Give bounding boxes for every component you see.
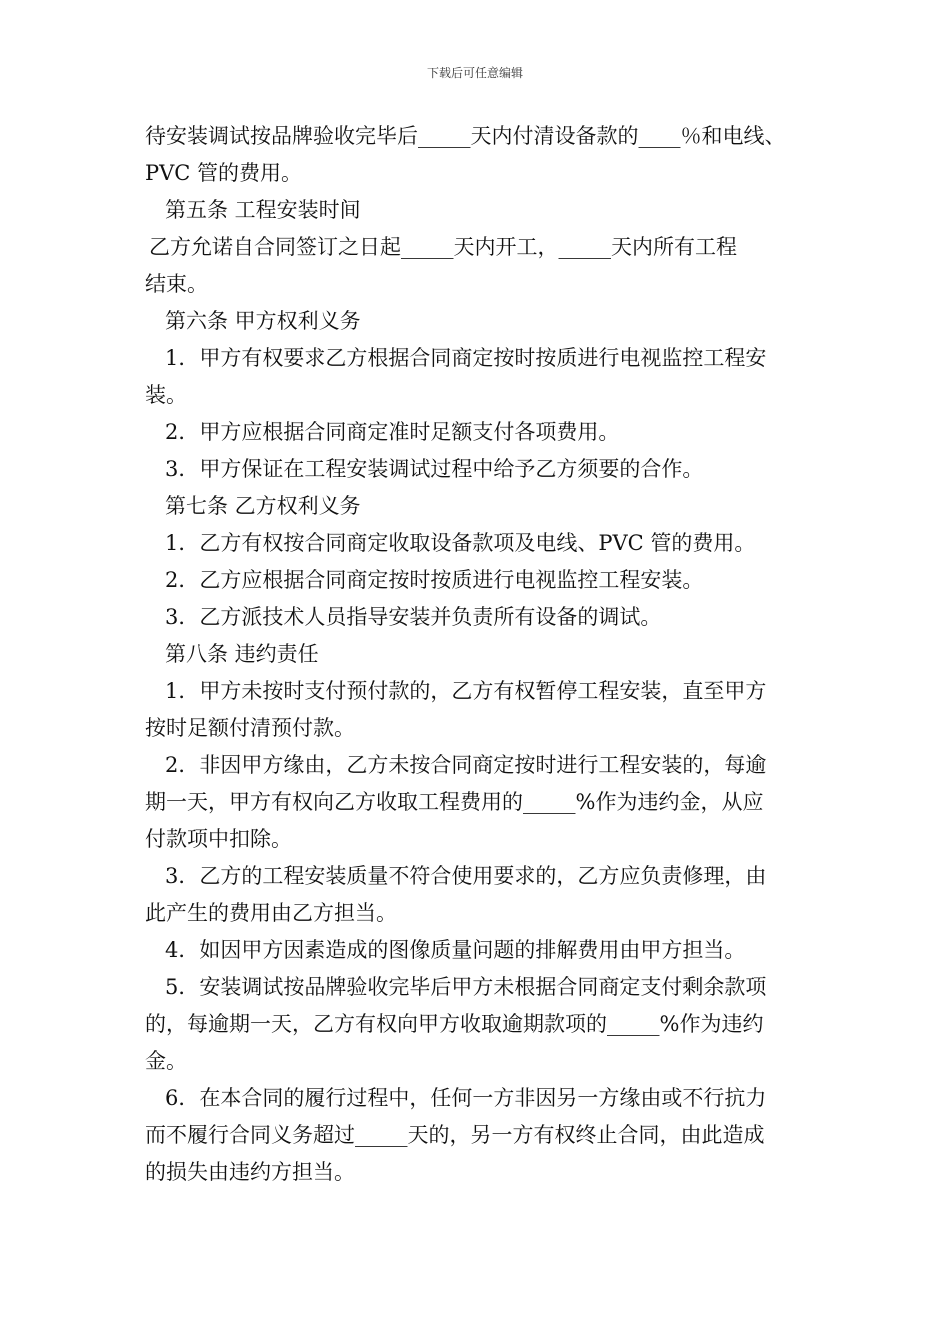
- text-line: 的，每逾期一天，乙方有权向甲方收取逾期款项的_____%作为违约: [145, 1012, 764, 1036]
- section-heading: 第六条 甲方权利义务: [165, 309, 361, 333]
- text-line: 的损失由违约方担当。: [145, 1160, 355, 1184]
- list-item: 2．甲方应根据合同商定准时足额支付各项费用。: [165, 420, 620, 444]
- text-line: 而不履行合同义务超过_____天的，另一方有权终止合同，由此造成: [145, 1123, 765, 1147]
- list-item: 1．甲方未按时支付预付款的，乙方有权暂停工程安装，直至甲方: [165, 679, 767, 703]
- list-item: 6．在本合同的履行过程中，任何一方非因另一方缘由或不行抗力: [165, 1086, 767, 1110]
- text-line: 装。: [145, 383, 187, 407]
- text-line: 乙方允诺自合同签订之日起_____天内开工，_____天内所有工程: [149, 235, 737, 259]
- text-line: 待安装调试按品牌验收完毕后_____天内付清设备款的____％和电线、: [145, 124, 786, 148]
- text-line: 结束。: [145, 272, 208, 296]
- text-line: 付款项中扣除。: [145, 827, 292, 851]
- list-item: 2．非因甲方缘由，乙方未按合同商定按时进行工程安装的，每逾: [165, 753, 767, 777]
- section-heading: 第七条 乙方权利义务: [165, 494, 361, 518]
- list-item: 5．安装调试按品牌验收完毕后甲方未根据合同商定支付剩余款项: [165, 975, 767, 999]
- text-line: PVC 管的费用。: [145, 161, 303, 185]
- list-item: 2．乙方应根据合同商定按时按质进行电视监控工程安装。: [165, 568, 704, 592]
- text-line: 此产生的费用由乙方担当。: [145, 901, 397, 925]
- list-item: 4．如因甲方因素造成的图像质量问题的排解费用由甲方担当。: [165, 938, 746, 962]
- document-body: [145, 118, 815, 1191]
- text-line: 金。: [145, 1049, 187, 1073]
- text-line: 期一天，甲方有权向乙方收取工程费用的_____%作为违约金，从应: [145, 790, 764, 814]
- list-item: 3．乙方的工程安装质量不符合使用要求的，乙方应负责修理，由: [165, 864, 767, 888]
- section-heading: 第五条 工程安装时间: [165, 198, 361, 222]
- list-item: 3．乙方派技术人员指导安装并负责所有设备的调试。: [165, 605, 662, 629]
- list-item: 1．乙方有权按合同商定收取设备款项及电线、PVC 管的费用。: [165, 531, 756, 555]
- page-header: 下载后可任意编辑: [426, 66, 523, 80]
- section-heading: 第八条 违约责任: [165, 642, 319, 666]
- list-item: 1．甲方有权要求乙方根据合同商定按时按质进行电视监控工程安: [165, 346, 767, 370]
- text-line: 按时足额付清预付款。: [145, 716, 355, 740]
- list-item: 3．甲方保证在工程安装调试过程中给予乙方须要的合作。: [165, 457, 704, 481]
